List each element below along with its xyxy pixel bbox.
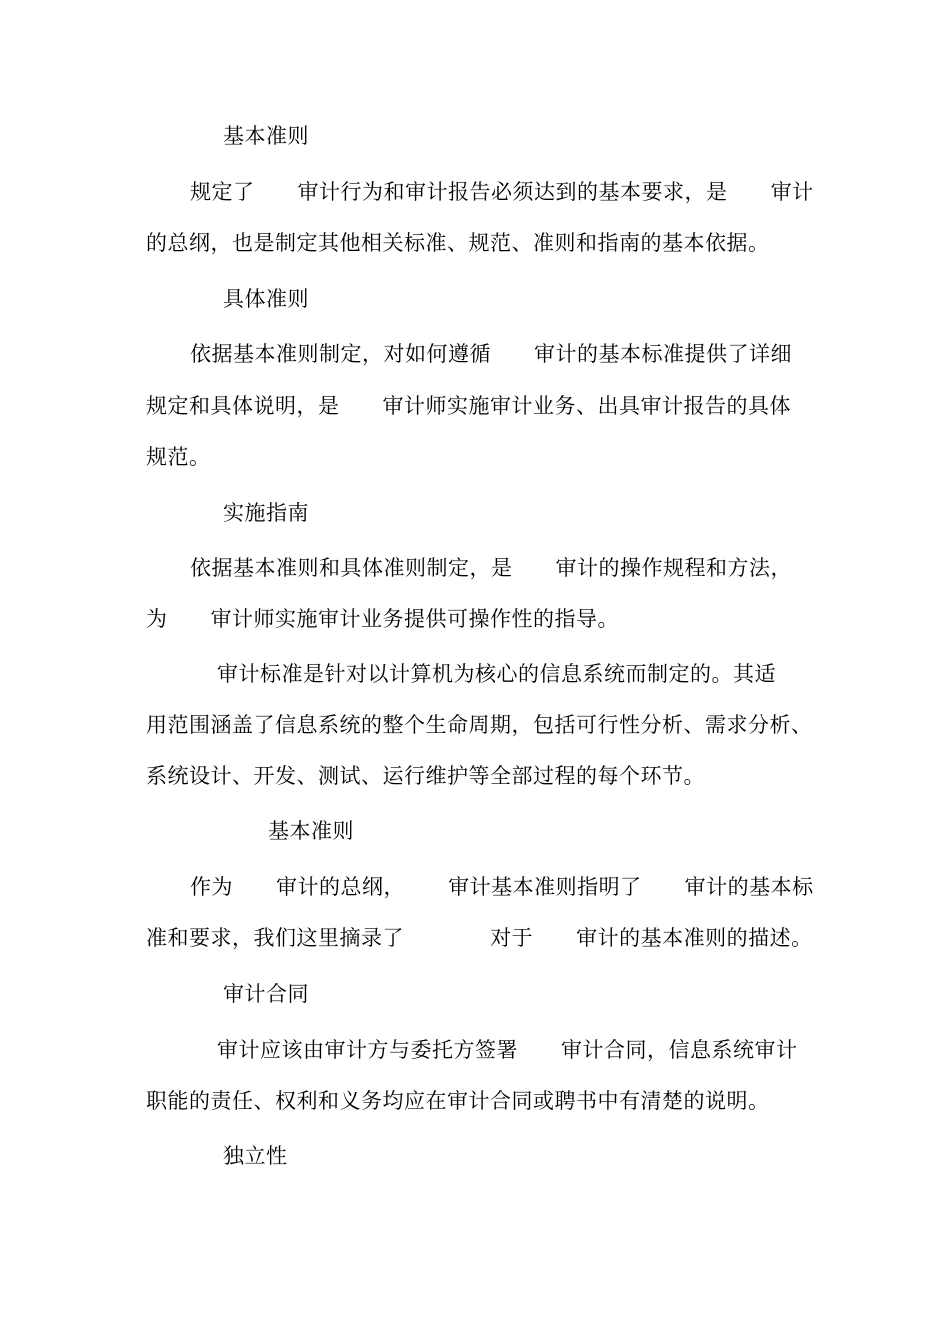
paragraph-line: 为 审计师实施审计业务提供可操作性的指导。 (146, 607, 620, 631)
paragraph-line: 作为 审计的总纲， 审计基本准则指明了 审计的基本标 (190, 875, 814, 899)
paragraph-line: 职能的责任、权利和义务均应在审计合同或聘书中有清楚的说明。 (146, 1089, 770, 1113)
paragraph-line: 系统设计、开发、测试、运行维护等全部过程的每个环节。 (146, 764, 705, 788)
paragraph-line: 用范围涵盖了信息系统的整个生命周期，包括可行性分析、需求分析、 (146, 713, 813, 737)
paragraph-line: 依据基本准则和具体准则制定，是 审计的操作规程和方法， (190, 556, 793, 580)
heading-audit-contract: 审计合同 (223, 982, 309, 1006)
paragraph-line: 规范。 (146, 445, 211, 469)
paragraph-line: 审计应该由审计方与委托方签署 审计合同，信息系统审计 (217, 1038, 798, 1062)
paragraph-line: 依据基本准则制定，对如何遵循 审计的基本标准提供了详细 (190, 342, 793, 366)
paragraph-line: 规定了 审计行为和审计报告必须达到的基本要求，是 审计 (190, 180, 814, 204)
heading-basic-principles-2: 基本准则 (268, 819, 354, 843)
heading-independence: 独立性 (223, 1144, 288, 1168)
heading-basic-principles: 基本准则 (223, 124, 309, 148)
paragraph-line: 规定和具体说明，是 审计师实施审计业务、出具审计报告的具体 (146, 394, 792, 418)
heading-specific-principles: 具体准则 (223, 287, 309, 311)
paragraph-line: 准和要求，我们这里摘录了 对于 审计的基本准则的描述。 (146, 926, 813, 950)
heading-implementation-guide: 实施指南 (223, 501, 309, 525)
paragraph-line: 审计标准是针对以计算机为核心的信息系统而制定的。其适 (217, 662, 776, 686)
paragraph-line: 的总纲，也是制定其他相关标准、规范、准则和指南的基本依据。 (146, 231, 770, 255)
